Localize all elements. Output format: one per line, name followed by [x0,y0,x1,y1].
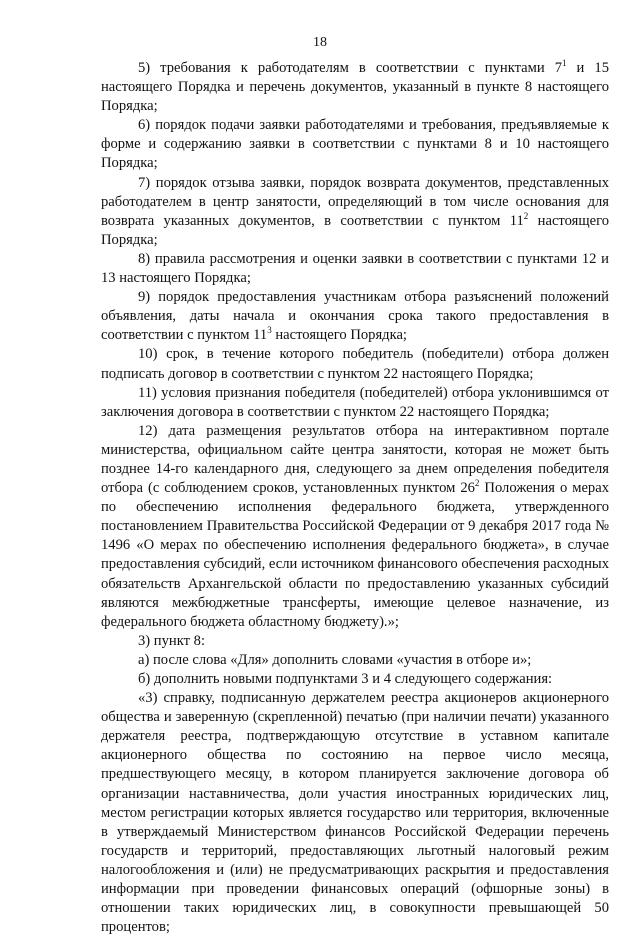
superscript: 3 [267,325,272,336]
paragraph-p12 [101,422,609,632]
paragraph-text: 5) требования к работодателям в соответствии с пунктами 7 [138,60,563,76]
paragraph-text: «3) справку, подписанную держателем реестра акционеров акционерного общества и заверенную (скрепленной) печатью (при наличии печати) указанного держателя реестра, подтверждающую отсутствие в уставном капитале акционерного общества по состоянию на первое число месяца, предшествующего месяцу, в котором планируется заключение договора об организации наставничества, доли участия иностранных юридических лиц, местом регистрации которых является государство или территория, включенные в утверждаемый Министерством финансов Российской Федерации перечень государств и территорий, предоставляющих льготный налоговый режим налогообложения и (или) не предусматривающих раскрытия и предоставления информации при проведении финансовых операций (офшорные зоны) в отношении таких юридических лиц, в совокупности превышающей 50 процентов; [101,690,609,936]
paragraph-text: и 15 настоящего Порядка и перечень документов, указанный в пункте 8 настоящего Порядка; [101,60,609,115]
paragraph-p8 [101,250,609,288]
page-number: 18 [313,35,327,50]
paragraph-p3 [101,632,609,651]
paragraph-p9 [101,288,609,345]
paragraph-text: Положения о мерах по обеспечению исполнения федерального бюджета, утвержденного постановлением Правительства Российской Федерации от 9 декабря 2017 года № 1496 «О мерах по обеспечению исполнения федерального бюджета», в случае предоставления субсидий, если источником финансового обеспечения расходных обязательств Архангельской области по предоставлению указанных субсидий являются межбюджетные трансферты, имеющие целевое назначение, из федерального бюджета областному бюджету).»; [101,480,610,630]
paragraph-pa [101,651,609,670]
paragraph-text: 7) порядок отзыва заявки, порядок возврата документов, представленных работодателем в центр занятости, определяющий в том числе основания для возврата указанных документов, в соответствии с пунктом 11 [101,174,609,229]
paragraph-text: 10) срок, в течение которого победитель (победители) отбора должен подписать договор в соответствии с пунктом 22 настоящего Порядка; [101,346,609,382]
paragraph-text: 12) дата размещения результатов отбора на интерактивном портале министерства, официальном сайте центра занятости, которая не может быть позднее 14-го календарного дня, следующего за днем определения победителя отбора (с соблюдением сроков, установленных пунктом 26 [101,422,609,497]
superscript: 2 [523,210,529,221]
superscript: 2 [474,478,480,489]
paragraph-p10 [101,345,609,383]
paragraph-pb [101,670,609,689]
paragraph-p6 [101,116,609,173]
superscript: 1 [562,58,567,69]
paragraph-text: а) после слова «Для» дополнить словами «участия в отборе и»; [138,651,532,668]
paragraph-text: 3) пункт 8: [138,632,205,649]
paragraph-text: настоящего Порядка; [101,212,609,248]
paragraph-text: настоящего Порядка; [271,327,407,344]
paragraph-text: б) дополнить новыми подпунктами 3 и 4 следующего содержания: [138,671,553,687]
paragraph-p11 [101,384,609,422]
paragraph-text: 8) правила рассмотрения и оценки заявки в соответствии с пунктами 12 и 13 настоящего Порядка; [101,250,609,287]
paragraph-text: 6) порядок подачи заявки работодателями и требования, предъявляемые к форме и содержанию заявки в соответствии с пунктами 8 и 10 настоящего Порядка; [101,117,609,172]
paragraph-p7 [101,174,609,250]
document-body [101,59,609,937]
paragraph-text: 9) порядок предоставления участникам отбора разъяснений положений объявления, даты начала и окончания срока такого предоставления в соответствии с пунктом 11 [101,289,609,344]
paragraph-pq3 [101,689,609,937]
paragraph-text: 11) условия признания победителя (победителей) отбора уклонившимся от заключения договора в соответствии с пунктом 22 настоящего Порядка; [101,384,609,420]
paragraph-p5 [101,59,609,116]
